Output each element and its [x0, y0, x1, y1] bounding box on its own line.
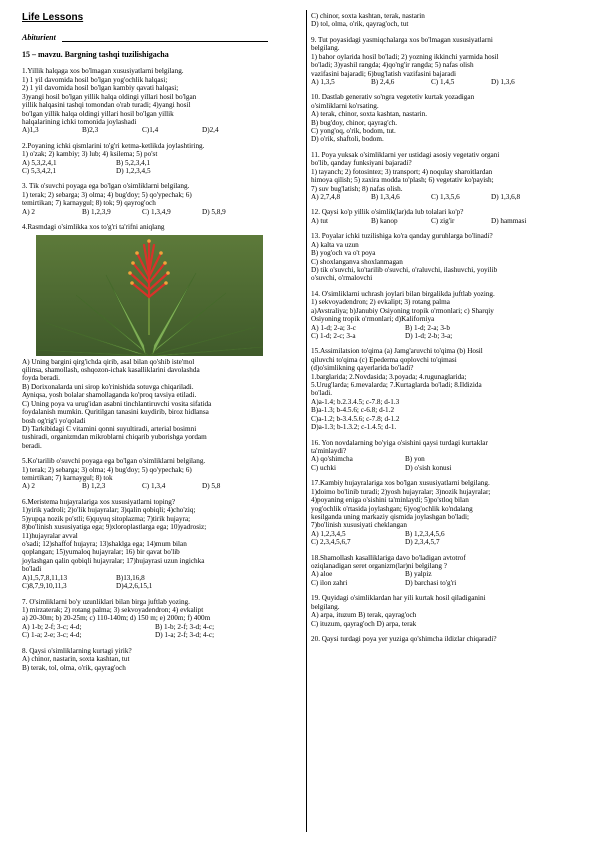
- question-line: D)a-1.3; b-1.3.2; c-1.4.5; d-1.: [311, 423, 397, 432]
- question-line: D) tik o'suvchi, ko'tarilib o'suvchi, o'raluvchi, ilashuvchi, yoyilib: [311, 265, 498, 274]
- question-line: A) chinor, nastarin, soxta kashtan, tut: [22, 655, 130, 664]
- question-line: A) Uning bargini qirg'ichda qirib, asal bilan qo'shib iste'mol: [22, 357, 195, 366]
- answer-option[interactable]: D)4,2,6,15,1: [116, 582, 153, 591]
- answer-option[interactable]: C) 1-d; 2-c; 3-a: [311, 331, 356, 340]
- abiturient-label: Abiturient: [22, 32, 56, 42]
- answer-option[interactable]: C) 1,3,4,9: [142, 207, 171, 216]
- question-line: 20. Qaysi turdagi poya yer yuziga qo'shimcha ildizlar chiqaradi?: [311, 635, 497, 643]
- question-line: 1)doimo bo'linib turadi; 2)yosh hujayralar; 3)nozik hujayralar;: [311, 487, 491, 496]
- answer-option[interactable]: C)8,7,9,10,11,3: [22, 582, 67, 591]
- question-line: tushiradi, organizmdan mikroblarni chiqarib yuborishga yordam: [22, 433, 207, 442]
- question-block: [311, 12, 579, 29]
- question-block: [22, 457, 300, 491]
- question-line: 1) sekvoyadendron; 2) evkalipt; 3) rotang palma: [311, 298, 450, 307]
- question-line: B)a-1.3; b-4.5.6; c-6.8; d-1.2: [311, 406, 395, 415]
- answer-options: [311, 570, 579, 587]
- question-line: yog'ochlik o'rtasida joylashgan; 6)yog'ochlik ko'ndalang: [311, 504, 473, 513]
- column-divider: [306, 10, 307, 832]
- answer-option[interactable]: A) tut: [311, 216, 328, 225]
- answer-option[interactable]: D) 1,2,3,4,5: [116, 167, 151, 176]
- answer-options: [22, 574, 300, 591]
- answer-option[interactable]: B)13,16,8: [116, 573, 145, 582]
- question-block: [311, 479, 579, 546]
- question-line: 1)yirik yadroli; 2)o'lik hujayralar; 3)qalin qobiqli; 4)cho'ziq;: [22, 506, 196, 515]
- question-line: 10. Dastlab generativ so'ngra vegetetiv kurtak yozadigan: [311, 93, 475, 102]
- question-line: foydalanish mumkin. Quritilgan tanasini kuydirib, biroz hidlansa: [22, 408, 209, 417]
- question-line: Ayniqsa, yosh bolalar shamollaganda ko'proq tavsiya etiladi.: [22, 391, 197, 400]
- question-line: 11)hujayralar avval: [22, 531, 78, 540]
- question-line: 1) 1 yil davomida hosil bo'lgan yog'ochlik halqasi;: [22, 75, 168, 84]
- answer-option[interactable]: A) 1,3,5: [311, 77, 335, 86]
- question-line: D) Tarkibidagi C vitamini qonni suyultiradi, arterial bosimni: [22, 424, 197, 433]
- answer-option[interactable]: A) 2,7,4,8: [311, 193, 341, 202]
- question-line: B) Dorixonalarda uni sirop ko'rinishida sotuvga chiqariladi.: [22, 382, 194, 391]
- answer-option[interactable]: B) 1-d; 2-a; 3-b: [405, 323, 450, 332]
- answer-option[interactable]: A) 1-d; 2-a; 3-c: [311, 323, 356, 332]
- question-line: bo'lgan yillik halqa oldingi yillari hosil bo'lgan yillik: [22, 109, 174, 118]
- question-block: [22, 182, 300, 216]
- question-line: 1) o'zak; 2) kambiy; 3) lub; 4) ksilema; 5) po'st: [22, 150, 158, 159]
- answer-option[interactable]: A)1,3: [22, 126, 39, 135]
- question-line: 8. Qaysi o'simliklarning kurtagi yirik?: [22, 646, 132, 655]
- answer-option[interactable]: D) 1-a; 2-f; 3-d; 4-c;: [155, 631, 215, 640]
- answer-option[interactable]: B) 1,2,3,4,5,6: [405, 529, 445, 538]
- question-line: belgilang.: [311, 44, 340, 53]
- question-line: 1.Yillik halqaga xos bo'lmagan xususiyatlarni belgilang.: [22, 67, 184, 76]
- left-column: [22, 12, 300, 679]
- question-line: 3. Tik o'suvchi poyaga ega bo'lgan o'simliklarni belgilang.: [22, 182, 190, 191]
- question-line: C) yong'oq, o'rik, bodom, tut.: [311, 127, 396, 136]
- question-line: bo'ladi: [22, 565, 42, 574]
- question-line: 1.barglarida; 2.Novdasida; 3.poyada; 4.rugunaglarida;: [311, 372, 467, 381]
- question-line: 3)yangi hosil bo'lgan yillik halqa oldingi yillari hosil bo'lgan: [22, 92, 197, 101]
- answer-option[interactable]: C)1,4: [142, 126, 159, 135]
- question-line: A) kalta va uzun: [311, 240, 359, 249]
- answer-option[interactable]: B) 2,4,6: [371, 77, 395, 86]
- question-line: 15.Assimilatsion to'qima (a) Jamg'aruvchi to'qima (b) Hosil: [311, 347, 483, 356]
- question-block: [22, 142, 300, 176]
- question-line: A) terak, chinor, soxta kashtan, nastarin.: [311, 110, 428, 119]
- answer-option[interactable]: C) 1,3,4: [142, 482, 166, 491]
- question-line: C) shoxlanganva shoxlanmagan: [311, 257, 403, 266]
- question-line: 1) bahor oylarida hosil bo'ladi; 2) yozning ikkinchi yarmida hosil: [311, 52, 499, 61]
- question-block: [311, 439, 579, 473]
- question-line: 8)bo'linish xususiyatiga ega; 9)xloroplastlarga ega; 10)yadrosiz;: [22, 523, 207, 532]
- question-line: 6.Meristema hujayralariga xos xususiyatlarni toping?: [22, 497, 176, 506]
- aloe-plant-photo: [36, 235, 263, 356]
- name-blank: [62, 41, 268, 42]
- question-line: 5)yupqa nozik po'stli; 6)quyuq sitoplazma; 7)tirik hujayra;: [22, 514, 191, 523]
- question-line: 2.Poyaning ichki qismlarini to'g'ri ketma-ketlikda joylashtiring.: [22, 141, 205, 150]
- question-block: [311, 554, 579, 588]
- question-block: [22, 223, 300, 231]
- answer-option[interactable]: A) qo'shimcha: [311, 455, 353, 464]
- question-line: temirtikan; 7) karnaygul; 8) tok; 9) qayrog'och: [22, 199, 156, 208]
- answer-option[interactable]: D) 1,3,6,8: [491, 193, 521, 202]
- left-question-list: [22, 67, 300, 672]
- answer-option[interactable]: B) 1,2,3: [82, 482, 106, 491]
- question-line: 9. Tut poyasidagi yasmiqchalarga xos bo'lmagan xususiyatlarni: [311, 35, 493, 44]
- answer-option[interactable]: C) uchki: [311, 463, 336, 472]
- answer-option[interactable]: D) 2,3,4,5,7: [405, 538, 440, 547]
- question-line: ta'minlaydi?: [311, 446, 347, 455]
- answer-options: [22, 159, 300, 176]
- question-line: bosh og'rig'i yo'qoladi: [22, 416, 86, 425]
- question-line: belgilang.: [311, 602, 340, 611]
- answer-options: [311, 530, 579, 547]
- question-block: [311, 635, 579, 643]
- question-line: 16. Yon novdalarning bo'yiga o'sishini qaysi turdagi kurtaklar: [311, 438, 488, 447]
- question-line: himoya qilish; 5) zaxira modda to'plash; 6) vegetativ ko'payish;: [311, 176, 494, 185]
- question-line: 4.Rasmdagi o'simlikka xos to'g'ri ta'rifni aniqlang: [22, 223, 165, 232]
- answer-option[interactable]: B) 1,2,3,9: [82, 207, 111, 216]
- question-line: beradi.: [22, 441, 42, 450]
- answer-options: [22, 623, 300, 640]
- question-line: 12. Qaysi ko'p yillik o'simlik(lar)da lub tolalari ko'p?: [311, 208, 464, 217]
- question-line: 1) terak; 2) sebarga; 3) olma; 4) bug'doy; 5) qo'ypechak; 6): [22, 190, 192, 199]
- answer-option[interactable]: D) hammasi: [491, 216, 527, 225]
- answer-option[interactable]: D) barchasi to'g'ri: [405, 578, 457, 587]
- answer-option[interactable]: A) 1-b; 2-f; 3-c; 4-d;: [22, 622, 82, 631]
- answer-options: [311, 193, 579, 201]
- answer-options: [311, 78, 579, 86]
- question-line: 11. Poya yuksak o'simliklarni yer ustidagi asosiy vegetativ organi: [311, 150, 500, 159]
- answer-option[interactable]: B) 5,2,3,4,1: [116, 158, 151, 167]
- question-block: [311, 594, 579, 628]
- question-line: 19. Quyidagi o'simliklardan har yili kurtak hosil qiladiganini: [311, 594, 486, 603]
- question-block: [22, 358, 300, 451]
- answer-option[interactable]: D) 5,8: [202, 482, 221, 491]
- question-line: qoplangan; 15)yumaloq hujayralar; 16) bir qavat bo'lib: [22, 548, 180, 557]
- answer-option[interactable]: C) 1,4,5: [431, 77, 455, 86]
- question-line: o'simliklarni ko'rsating.: [311, 101, 379, 110]
- answer-option[interactable]: A) 5,3,2,4,1: [22, 158, 57, 167]
- answer-option[interactable]: D) o'sish konusi: [405, 463, 452, 472]
- question-line: qilinsa, shamollash, oshqozon-ichak kasalliklarini davolashda: [22, 366, 200, 374]
- answer-option[interactable]: B) yon: [405, 455, 425, 464]
- question-line: 7. O'simliklarni bo'y uzunliklari bilan birga juftlab yozing.: [22, 597, 190, 606]
- question-block: [311, 93, 579, 144]
- question-block: [311, 151, 579, 202]
- answer-options: [311, 455, 579, 472]
- question-line: oziqlanadigan seret organizm(lar)ni belgilang ?: [311, 562, 447, 571]
- question-line: a) 20-30m; b) 20-25m; c) 110-140m; d) 150 m; e) 200m; f) 400m: [22, 614, 211, 623]
- question-line: 5.Ko'tarilib o'suvchi poyaga ega bo'lgan o'simliklarni belgilang.: [22, 457, 206, 466]
- answer-option[interactable]: C) ilon zahri: [311, 578, 348, 587]
- question-line: 18.Shamollash kasalliklariga davo bo'ladigan avtotrof: [311, 553, 466, 562]
- question-line: C) ituzum, qayrag'och D) arpa, terak: [311, 619, 417, 628]
- right-question-list: [311, 12, 579, 643]
- question-line: 5.Urug'larda; 6.mevalarda; 7.Kurtaglarda bo'ladi; 8.Ildizida: [311, 381, 482, 390]
- question-line: 13. Poyalar ichki tuzilishiga ko'ra qanday guruhlarga bo'linadi?: [311, 232, 493, 241]
- answer-option[interactable]: A) 1,2,3,4,5: [311, 529, 346, 538]
- question-line: D) o'rik, shaftoli, bodom.: [311, 135, 384, 144]
- question-block: [311, 347, 579, 431]
- question-block: [311, 36, 579, 87]
- answer-option[interactable]: C) zig'ir: [431, 216, 455, 225]
- question-line: 7) suv bug'latish; 8) nafas olish.: [311, 184, 403, 193]
- question-line: 1) tayanch; 2) fotosintez; 3) transport; 4) noqulay sharoitlardan: [311, 167, 493, 176]
- question-line: vazifasini bajaradi; 6)bug'latish vazifasini bajaradi: [311, 69, 456, 78]
- answer-option[interactable]: C) 1-a; 2-e; 3-c; 4-d;: [22, 631, 82, 640]
- question-block: [22, 498, 300, 591]
- answer-options: [311, 217, 579, 225]
- question-line: yillik halqasini tashqi tomondan o'rab turadi; 4)yangi hosil: [22, 101, 191, 110]
- question-line: bo'ladi.: [311, 389, 333, 398]
- answer-options: [22, 126, 300, 134]
- question-line: o'sadi; 12)shaffof hujayra; 13)shaklga ega; 14)mum bilan: [22, 540, 187, 549]
- question-line: Osiyoning tropik o'rmonlari; d)Kaliforniya: [311, 315, 435, 324]
- question-line: halqalarining ichki tomonida joylashadi: [22, 117, 137, 126]
- question-block: [311, 208, 579, 225]
- answer-option[interactable]: D) 5,8,9: [202, 207, 226, 216]
- answer-option[interactable]: B) kanop: [371, 216, 398, 225]
- question-block: [22, 647, 300, 672]
- answer-option[interactable]: A) aloe: [311, 570, 333, 579]
- question-block: [22, 67, 300, 134]
- question-line: A) arpa, ituzum B) terak, qayrag'och: [311, 611, 417, 620]
- answer-options: [311, 324, 579, 341]
- answer-option[interactable]: D) 1-d; 2-b; 3-a;: [405, 331, 453, 340]
- answer-option[interactable]: A) 2: [22, 207, 35, 216]
- question-line: kesilganda uning markaziy qismida joylashgan bo'ladi;: [311, 512, 469, 521]
- question-line: 1) mirzaterak; 2) rotang palma; 3) sekvoyadendron; 4) evkalipt: [22, 605, 204, 614]
- question-line: C) Uning poya va urug'idan asabni tinchlantiruvchi vosita sifatida: [22, 399, 212, 408]
- question-line: 17.Kambiy hujayralariga xos bo'lgan xususiyatlarni belgilang.: [311, 479, 490, 488]
- abiturient-line: [22, 33, 300, 42]
- question-line: 7)bo'linish xususiyati cheklangan: [311, 521, 407, 530]
- question-line: bo'lib, qanday funksiyani bajaradi?: [311, 159, 412, 168]
- question-line: foyda beradi.: [22, 374, 60, 383]
- answer-option[interactable]: B)2,3: [82, 126, 99, 135]
- question-line: 14. O'simliklarni uchrash joylari bilan birgalikda juftlab yozing.: [311, 289, 495, 298]
- page-title: Life Lessons: [22, 12, 84, 23]
- question-block: [311, 290, 579, 341]
- question-line: a)Avstraliya; b)Janubiy Osiyoning tropik o'rmonlari; c) Sharqiy: [311, 306, 494, 315]
- question-line: qiluvchi to'qima (c) Epederma qoplovchi to'qimasi: [311, 355, 457, 364]
- question-line: o'suvchi, o'rmalovchi: [311, 274, 373, 283]
- answer-option[interactable]: A)1,5,7,8,11,13: [22, 573, 68, 582]
- aloe-illustration: [36, 235, 263, 356]
- question-line: 2) 1 yil davomida hosil bo'lgan kambiy qavati halqasi;: [22, 84, 179, 93]
- question-line: B) bug'doy, chinor, qayrag'ch.: [311, 118, 398, 127]
- question-line: A)a-1.4; b.2.3.4.5; c-7.8; d-1.3: [311, 397, 400, 406]
- question-block: [311, 232, 579, 283]
- question-line: 1) terak; 2) sebarga; 3) olma; 4) bug'doy; 5) qo'ypechak; 6): [22, 465, 192, 474]
- question-block: [22, 598, 300, 640]
- answer-option[interactable]: C) 1,3,5,6: [431, 193, 460, 202]
- answer-option[interactable]: B) 1-b; 2-f; 3-d; 4-c;: [155, 622, 215, 631]
- answer-option[interactable]: D) 1,3,6: [491, 77, 515, 86]
- question-line: bo'ladi; 3)yashil rangda; 4)qo'ng'ir rangda; 5) nafas olish: [311, 61, 474, 70]
- question-line: C) chinor, soxta kashtan, terak, nastarin: [311, 12, 425, 20]
- answer-options: [22, 482, 300, 490]
- question-line: B) yog'och va o't poya: [311, 249, 376, 258]
- question-line: D) tol, olma, o'rik, qayrag'och, tut: [311, 20, 409, 29]
- question-line: temirtikan; 7) karnaygul; 8) tok: [22, 474, 113, 483]
- answer-option[interactable]: B) yalpiz: [405, 570, 432, 579]
- answer-option[interactable]: C) 5,3,4,2,1: [22, 167, 57, 176]
- question-line: joylashgan qalin qobiqli hujayralar; 17)hujayrasi uzun ingichka: [22, 556, 205, 565]
- answer-options: [22, 208, 300, 216]
- question-line: C)a-1.2; b-3.4.5.6; c-7.8; d-1.2: [311, 414, 400, 423]
- answer-option[interactable]: D)2,4: [202, 126, 219, 135]
- answer-option[interactable]: A) 2: [22, 482, 35, 491]
- question-line: B) terak, tol, olma, o'rik, qayrag'och: [22, 663, 126, 672]
- answer-option[interactable]: B) 1,3,4,6: [371, 193, 400, 202]
- question-line: 4)poyaning eniga o'sishini ta'minlaydi; 5)po'stloq bilan: [311, 496, 469, 505]
- topic-heading: 15 – mavzu. Bargning tashqi tuzilishigacha: [22, 50, 169, 60]
- right-column: [311, 12, 579, 650]
- answer-option[interactable]: C) 2,3,4,5,6,7: [311, 538, 351, 547]
- question-line: (d)o'simlikning qayerlarida bo'ladi?: [311, 364, 414, 373]
